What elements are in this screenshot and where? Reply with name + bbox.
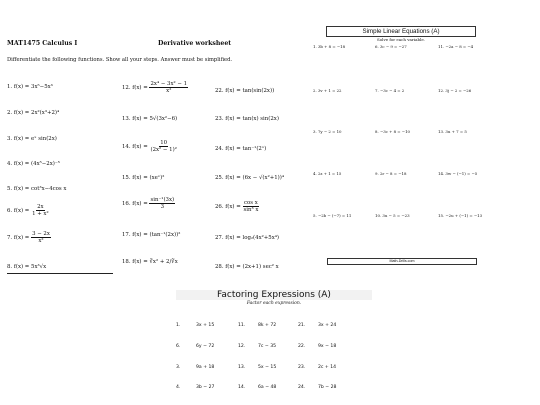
problem-5: 5. f(x) = cot³x−4cos x	[7, 186, 67, 192]
problem-3: 3. f(x) = eˣ sin(2x)	[7, 136, 57, 142]
worksheet-title: Derivative worksheet	[158, 40, 232, 47]
problem-6	[7, 204, 50, 217]
problem-26-fraction	[242, 200, 259, 213]
problem-6-denominator: 1 + x²	[32, 211, 49, 218]
linear-eq-13: 13. 3u + 7 = 5	[438, 129, 467, 134]
problem-14-denominator: (2x² − 1)²	[150, 147, 177, 154]
problem-25: 25. f(x) = (6x − √(x²+1))⁴	[215, 175, 285, 181]
factoring-item: 11. 8k + 72	[238, 323, 277, 328]
problem-8: 8. f(x) = 5x³√x	[7, 264, 47, 270]
linear-eq-3: 3. 7y − 2 = 10	[313, 129, 342, 134]
problem-14-lead: 14. f(x) =	[122, 144, 148, 151]
problem-28: 28. f(x) = (2x+1) sec² x	[215, 264, 279, 270]
linear-eq-15: 15. −2u + (−1) = −13	[438, 213, 483, 218]
problem-12-lead: 12. f(x) =	[122, 85, 148, 92]
linear-eq-9: 9. 2r − 8 = −18	[375, 171, 407, 176]
problem-16	[122, 197, 175, 210]
factoring-item: 21. 3x + 24	[298, 323, 337, 328]
problem-24: 24. f(x) = tan⁻¹(2ˣ)	[215, 146, 267, 152]
instructions: Differentiate the following functions. Show all your steps. Answer must be simplified.	[7, 57, 233, 63]
problem-23: 23. f(x) = tan(x) sin(2x)	[215, 116, 279, 122]
linear-eq-10: 10. 3u − 5 = −23	[375, 213, 410, 218]
linear-eq-8: 8. −3c + 8 = −10	[375, 129, 411, 134]
problem-22: 22. f(x) = tan(sin(2x))	[215, 88, 275, 94]
problem-13: 13. f(x) = 5√(3x²−6)	[122, 116, 178, 122]
factoring-item: 6. 6y − 72	[176, 344, 215, 349]
problem-7-denominator: x²	[38, 238, 44, 245]
problem-12-fraction	[149, 81, 188, 94]
factoring-item: 23. 2c + 14	[298, 365, 337, 370]
factoring-item: 4. 3b − 27	[176, 385, 215, 390]
factoring-item: 1. 3x + 15	[176, 323, 215, 328]
problem-15: 15. f(x) = (xeˣ)²	[122, 175, 165, 181]
problem-7-numerator: 3 − 2x	[32, 231, 50, 237]
problem-26	[215, 200, 259, 213]
problem-12-numerator: 2x⁴ − 3x² − 1	[150, 81, 188, 87]
problem-1: 1. f(x) = 3x⁵−5x³	[7, 84, 53, 90]
problem-16-denominator: 3	[160, 204, 165, 211]
linear-eq-11: 11. −2a − 8 = −4	[438, 44, 474, 49]
problem-7-fraction	[31, 231, 51, 244]
factoring-title: Factoring Expressions (A)	[176, 290, 372, 300]
problem-4: 4. f(x) = (4x⁵−2x)⁻⁵	[7, 161, 60, 167]
factoring-item: 14. 6a − 48	[238, 385, 277, 390]
linear-eq-12: 12. 3j − 2 = −26	[438, 88, 472, 93]
problem-26-denominator: sin³ x	[243, 207, 259, 214]
factoring-item: 12. 7c − 35	[238, 344, 277, 349]
problem-2: 2. f(x) = 2x²(x³+2)⁴	[7, 110, 60, 116]
linear-footer: Math-Drills.com	[327, 258, 477, 265]
problem-14-numerator: 10	[160, 140, 168, 146]
linear-eq-4: 4. 2z + 1 = 15	[313, 171, 342, 176]
problem-26-numerator: cos x	[244, 200, 258, 206]
linear-title: Simple Linear Equations (A)	[326, 26, 476, 37]
linear-eq-1: 1. 3b + 8 = −18	[313, 44, 346, 49]
problem-27: 27. f(x) = log₂(4x²+5x⁴)	[215, 235, 280, 241]
factoring-item: 13. 5x − 15	[238, 365, 277, 370]
problem-14-fraction	[149, 140, 177, 153]
linear-eq-14: 14. 3w − (−1) = −5	[438, 171, 478, 176]
problem-16-fraction	[149, 197, 175, 210]
linear-eq-2: 2. 3v + 1 = 22	[313, 88, 342, 93]
problem-6-fraction	[31, 204, 50, 217]
problem-16-numerator: sin⁻¹(3x)	[150, 197, 175, 203]
factoring-item: 24. 7b − 28	[298, 385, 337, 390]
problem-12	[122, 81, 188, 94]
problem-18: 18. f(x) = ∛x² + 2/∛x	[122, 259, 178, 265]
factoring-subtitle: Factor each expression.	[246, 301, 302, 306]
problem-7-lead: 7. f(x) =	[7, 235, 30, 242]
problem-16-lead: 16. f(x) =	[122, 201, 148, 208]
factoring-item: 22. 9x − 18	[298, 344, 337, 349]
problem-12-denominator: x²	[166, 88, 172, 95]
linear-eq-5: 5. −2b − (−7) = 11	[313, 213, 352, 218]
problem-17: 17. f(x) = (tan⁻¹(2x))²	[122, 232, 181, 238]
course-title: MAT1475 Calculus I	[7, 40, 78, 47]
problem-14	[122, 140, 178, 153]
problem-6-lead: 6. f(x) =	[7, 208, 30, 215]
linear-eq-6: 6. 3c − 9 = −27	[375, 44, 407, 49]
linear-subtitle: Solve for each variable.	[377, 37, 425, 42]
problem-6-numerator: 2x	[37, 204, 44, 210]
problem-7	[7, 231, 51, 244]
linear-eq-7: 7. −3c − 4 = 2	[375, 88, 405, 93]
problem-26-lead: 26. f(x) =	[215, 204, 241, 211]
divider-line	[7, 273, 113, 274]
factoring-item: 3. 9a + 18	[176, 365, 215, 370]
